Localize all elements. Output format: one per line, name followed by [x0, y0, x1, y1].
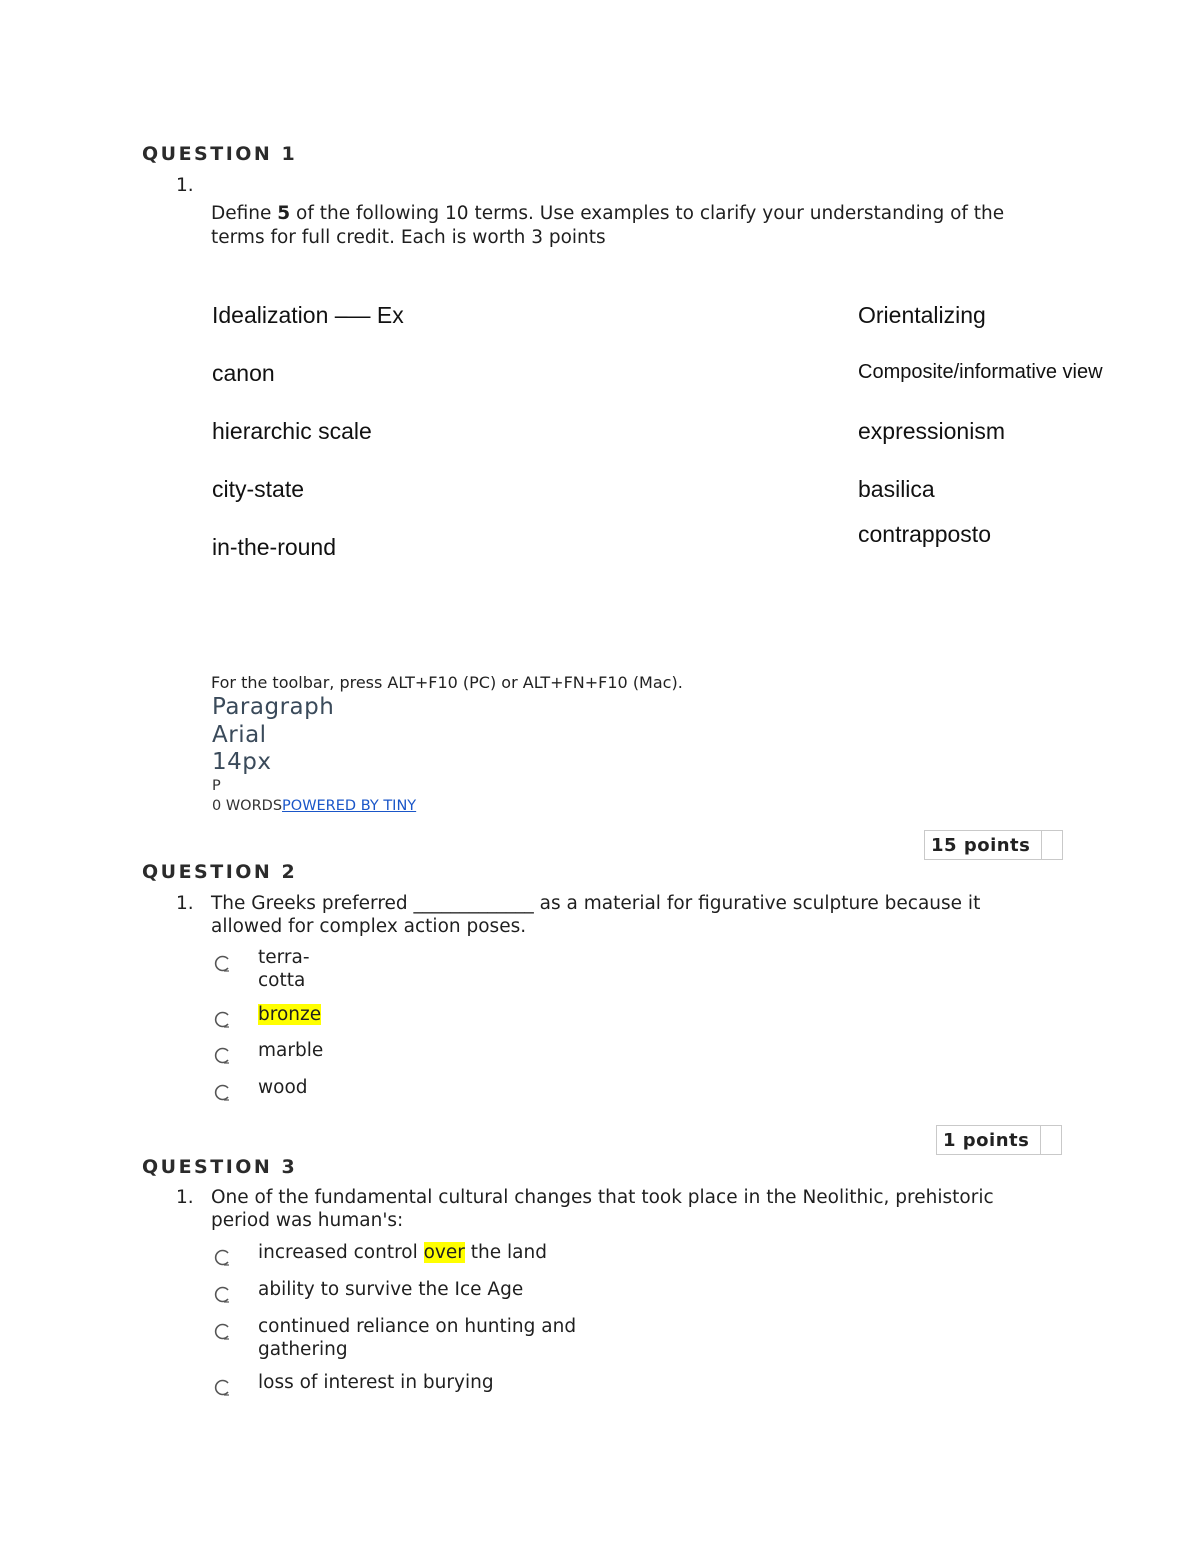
option-increased-control: [258, 1241, 547, 1264]
option-text: increased control: [258, 1242, 424, 1263]
term-left-3: hierarchic scale: [212, 418, 372, 444]
points-cell: [1041, 1126, 1061, 1154]
term-left-2: canon: [212, 360, 275, 386]
question-1-number: 1.: [176, 175, 194, 196]
term-right-2: Composite/informative view: [858, 361, 1103, 383]
term-left-4: city-state: [212, 476, 305, 502]
radio-option-ice-age[interactable]: [214, 1286, 231, 1303]
question-2-points: 1 points: [937, 1126, 1041, 1154]
option-marble: marble: [258, 1040, 324, 1061]
question-1-points: 15 points: [925, 831, 1042, 859]
radio-option-increased-control[interactable]: [214, 1249, 231, 1266]
question-1-heading: QUESTION 1: [142, 143, 298, 165]
points-cell: [1042, 831, 1062, 859]
radio-circle-icon: [214, 1047, 231, 1064]
option-wood: wood: [258, 1077, 308, 1098]
term-right-5: contrapposto: [858, 521, 991, 547]
radio-option-wood[interactable]: [214, 1084, 231, 1101]
question-3-number: 1.: [176, 1187, 194, 1208]
prompt-text: Define: [211, 203, 278, 224]
editor-toolbar-hint: For the toolbar, press ALT+F10 (PC) or ALT+FN+F10 (Mac).: [211, 673, 683, 692]
editor-status-bar: [212, 798, 416, 814]
term-left-1: Idealization –— Ex: [212, 302, 404, 328]
question-2-number: 1.: [176, 893, 194, 914]
term-right-1: Orientalizing: [858, 302, 986, 328]
question-2-heading: QUESTION 2: [142, 861, 298, 883]
editor-size-select[interactable]: 14px: [212, 749, 272, 775]
question-1-points-box: [924, 830, 1063, 860]
option-hunting-line1: continued reliance on hunting and: [258, 1316, 577, 1337]
radio-circle-icon: [214, 1379, 231, 1396]
question-3-heading: QUESTION 3: [142, 1156, 298, 1178]
term-right-4: basilica: [858, 476, 935, 502]
editor-font-select[interactable]: Arial: [212, 722, 267, 748]
radio-circle-icon: [214, 955, 231, 972]
radio-circle-icon: [214, 1286, 231, 1303]
editor-word-count: 0 WORDS: [212, 798, 283, 814]
term-right-3: expressionism: [858, 418, 1005, 444]
radio-option-hunting[interactable]: [214, 1323, 231, 1340]
prompt-count: 5: [277, 203, 291, 224]
powered-by-tiny-link[interactable]: POWERED BY TINY: [282, 798, 417, 814]
question-2-points-box: [936, 1125, 1062, 1155]
radio-circle-icon: [214, 1249, 231, 1266]
question-3-prompt-line2: period was human's:: [211, 1210, 404, 1231]
highlighted-answer: bronze: [258, 1004, 322, 1025]
radio-option-burying[interactable]: [214, 1379, 231, 1396]
option-hunting-line2: gathering: [258, 1339, 348, 1360]
radio-option-bronze[interactable]: [214, 1011, 231, 1028]
question-2-prompt-line1: The Greeks preferred _____________ as a material for figurative sculpture because it: [211, 893, 981, 914]
option-burying: loss of interest in burying: [258, 1372, 494, 1393]
radio-option-terra-cotta[interactable]: [214, 955, 231, 972]
question-2-prompt-line2: allowed for complex action poses.: [211, 916, 527, 937]
option-terra-cotta: terra- cotta: [258, 947, 310, 991]
option-bronze: [258, 1003, 321, 1026]
editor-element-path: P: [212, 778, 221, 794]
highlighted-word: over: [423, 1242, 465, 1263]
prompt-text: of the following 10 terms. Use examples to clarify your understanding of the: [290, 203, 1005, 224]
term-left-5: in-the-round: [212, 534, 337, 560]
editor-format-select[interactable]: Paragraph: [212, 694, 335, 720]
radio-circle-icon: [214, 1323, 231, 1340]
question-1-prompt-line1: [211, 202, 1004, 225]
radio-option-marble[interactable]: [214, 1047, 231, 1064]
option-ice-age: ability to survive the Ice Age: [258, 1279, 524, 1300]
radio-circle-icon: [214, 1084, 231, 1101]
option-text: the land: [464, 1242, 547, 1263]
question-3-prompt-line1: One of the fundamental cultural changes that took place in the Neolithic, prehistoric: [211, 1187, 994, 1208]
radio-circle-icon: [214, 1011, 231, 1028]
question-1-prompt-line2: terms for full credit. Each is worth 3 points: [211, 227, 606, 248]
